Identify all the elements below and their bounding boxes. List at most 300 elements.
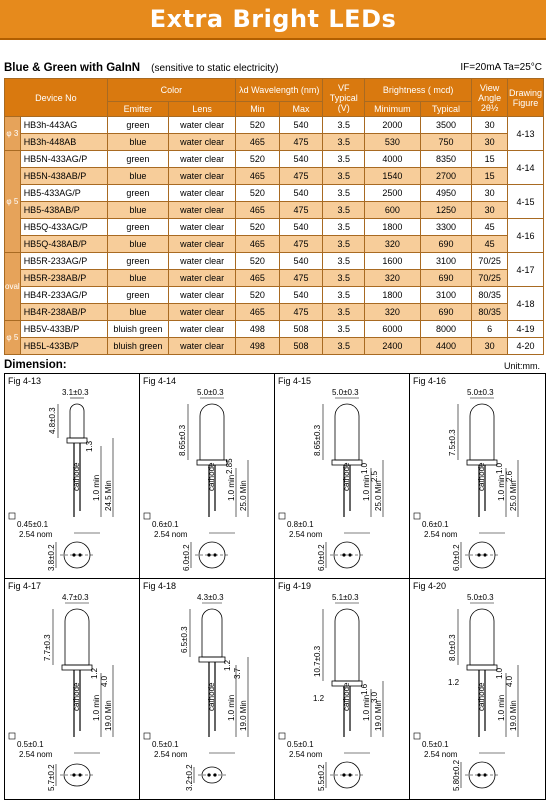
cell-max: 475	[279, 134, 323, 151]
top-dimension: 4.7±0.3	[62, 593, 89, 602]
led-body	[335, 609, 359, 681]
cell-bmin: 1800	[365, 287, 421, 304]
height-dimension: 6.5±0.3	[180, 626, 189, 653]
figure-label: Fig 4-14	[143, 376, 177, 386]
lead-min-dimension: 1.0 min	[362, 474, 371, 501]
lead-square-icon	[279, 513, 285, 519]
header-min: Min	[236, 102, 280, 117]
cell-emitter: green	[107, 185, 168, 202]
header-drawing: Drawing Figure	[507, 79, 543, 117]
flange-dimension: 1.3	[85, 440, 94, 452]
lead-min-dimension: 1.0 min	[92, 694, 101, 721]
lead-min-dimension: 1.0 min	[497, 474, 506, 501]
cell-bmin: 320	[365, 304, 421, 321]
base-dimension: 5.80±0.2	[452, 759, 461, 791]
device-no: HB5-438AB/P	[20, 202, 107, 219]
header-emitter: Emitter	[107, 102, 168, 117]
cell-min: 465	[236, 304, 280, 321]
cell-bmin: 320	[365, 236, 421, 253]
drawing-figure: 4-14	[507, 151, 543, 185]
lead-min-dimension: 1.0 min	[362, 694, 371, 721]
base-dimension: 6.0±0.2	[317, 544, 326, 571]
cell-angle: 30	[472, 117, 508, 134]
led-drawing	[410, 579, 545, 799]
cell-vf: 3.5	[323, 202, 365, 219]
top-dimension: 5.1±0.3	[332, 593, 359, 602]
header-typical: Typical	[420, 102, 472, 117]
cell-btyp: 690	[420, 236, 472, 253]
lead-dot	[72, 773, 75, 776]
cell-angle: 30	[472, 134, 508, 151]
cell-bmin: 6000	[365, 321, 421, 338]
base-dimension: 5.7±0.2	[47, 764, 56, 791]
cell-btyp: 4950	[420, 185, 472, 202]
cell-vf: 3.5	[323, 134, 365, 151]
cell-vf: 3.5	[323, 117, 365, 134]
dimension-figure	[140, 579, 275, 799]
flange-dimension: 1.0	[360, 462, 369, 474]
table-row	[5, 304, 544, 321]
cell-min: 498	[236, 338, 280, 355]
cell-max: 540	[279, 117, 323, 134]
header-max: Max	[279, 102, 323, 117]
cell-emitter: blue	[107, 236, 168, 253]
led-body	[65, 609, 89, 665]
cell-angle: 30	[472, 338, 508, 355]
title-banner	[0, 0, 546, 40]
top-dimension: 5.0±0.3	[197, 388, 224, 397]
header-vf: VF Typical (V)	[323, 79, 365, 117]
spec-table	[4, 78, 544, 355]
lead-dot	[213, 553, 216, 556]
device-no: HB4R-233AG/P	[20, 287, 107, 304]
lead-square-icon	[144, 513, 150, 519]
dimension-figure	[140, 374, 275, 579]
cell-lens: water clear	[169, 185, 236, 202]
cell-angle: 30	[472, 185, 508, 202]
device-no: HB3h-448AB	[20, 134, 107, 151]
led-body	[70, 404, 84, 438]
cell-min: 498	[236, 321, 280, 338]
lead-min-dimension: 1.0 min	[92, 474, 101, 501]
figure-label: Fig 4-16	[413, 376, 447, 386]
cell-emitter: blue	[107, 270, 168, 287]
cathode-label: cathode	[477, 682, 486, 711]
dimension-title: Dimension:	[4, 359, 67, 371]
cell-btyp: 8000	[420, 321, 472, 338]
device-no: HB4R-238AB/P	[20, 304, 107, 321]
device-no: HB5R-233AG/P	[20, 253, 107, 270]
pitch-dimension: 2.54 nom	[424, 750, 458, 759]
package-group: φ 5	[5, 151, 21, 253]
table-row	[5, 151, 544, 168]
cell-min: 465	[236, 134, 280, 151]
cell-vf: 3.5	[323, 321, 365, 338]
cell-btyp: 690	[420, 304, 472, 321]
device-no: HB5Q-433AG/P	[20, 219, 107, 236]
flange1b-dimension: 1.2	[448, 678, 460, 687]
led-flange	[62, 665, 92, 670]
top-dimension: 5.0±0.3	[467, 388, 494, 397]
drawing-figure: 4-17	[507, 253, 543, 287]
flange1b-dimension: 1.2	[313, 694, 325, 703]
device-no: HB5V-433B/P	[20, 321, 107, 338]
table-row	[5, 236, 544, 253]
lead-length-dimension: 19.0 Min	[374, 700, 383, 731]
device-no: HB5R-238AB/P	[20, 270, 107, 287]
cell-vf: 3.5	[323, 236, 365, 253]
lead-width-dimension: 0.6±0.1	[152, 520, 179, 529]
cell-btyp: 1250	[420, 202, 472, 219]
cell-vf: 3.5	[323, 168, 365, 185]
cell-bmin: 1800	[365, 219, 421, 236]
cathode-label: cathode	[72, 462, 81, 491]
drawing-figure: 4-15	[507, 185, 543, 219]
drawing-figure: 4-19	[507, 321, 543, 338]
flange-dimension: 1.2	[90, 667, 99, 679]
cell-min: 520	[236, 287, 280, 304]
pitch-dimension: 2.54 nom	[289, 530, 323, 539]
lead-width-dimension: 0.6±0.1	[422, 520, 449, 529]
flange-dimension: 1.2	[223, 659, 232, 671]
cell-bmin: 2400	[365, 338, 421, 355]
flange2-dimension: 4.0	[505, 675, 514, 687]
cell-lens: water clear	[169, 168, 236, 185]
led-drawing	[5, 374, 140, 579]
cell-emitter: blue	[107, 202, 168, 219]
cathode-label: cathode	[207, 682, 216, 711]
dimension-figure	[410, 579, 545, 799]
cell-angle: 6	[472, 321, 508, 338]
height-dimension: 7.5±0.3	[448, 429, 457, 456]
figure-label: Fig 4-13	[8, 376, 42, 386]
device-no: HB5L-433B/P	[20, 338, 107, 355]
cell-lens: water clear	[169, 287, 236, 304]
flange2-dimension: 2.6	[505, 470, 514, 482]
lead-dot	[207, 773, 210, 776]
table-row	[5, 270, 544, 287]
cell-angle: 80/35	[472, 304, 508, 321]
flange-dimension: 1.0	[495, 462, 504, 474]
device-no: HB5N-438AB/P	[20, 168, 107, 185]
led-drawing	[275, 579, 410, 799]
cell-angle: 80/35	[472, 287, 508, 304]
lead-length-dimension: 25.0 Min	[374, 480, 383, 511]
flange2-dimension: 2.5	[370, 470, 379, 482]
cell-btyp: 3100	[420, 287, 472, 304]
test-conditions: IF=20mA Ta=25°C	[460, 62, 542, 73]
lead-width-dimension: 0.5±0.1	[422, 740, 449, 749]
flange2-dimension: 3.7	[233, 667, 242, 679]
header-minimum: Minimum	[365, 102, 421, 117]
cell-min: 465	[236, 168, 280, 185]
lead-dot	[213, 773, 216, 776]
subtitle: Blue & Green with GaInN	[4, 62, 141, 74]
top-dimension: 4.3±0.3	[197, 593, 224, 602]
table-row	[5, 219, 544, 236]
lead-width-dimension: 0.8±0.1	[287, 520, 314, 529]
table-row	[5, 202, 544, 219]
cell-angle: 45	[472, 219, 508, 236]
cell-lens: water clear	[169, 219, 236, 236]
cell-min: 520	[236, 219, 280, 236]
header-color: Color	[107, 79, 235, 102]
lead-width-dimension: 0.5±0.1	[287, 740, 314, 749]
header-lens: Lens	[169, 102, 236, 117]
lead-square-icon	[414, 733, 420, 739]
cell-min: 520	[236, 117, 280, 134]
cell-emitter: green	[107, 117, 168, 134]
cell-vf: 3.5	[323, 338, 365, 355]
lead-length-dimension: 19.0 Min	[239, 700, 248, 731]
top-dimension: 3.1±0.3	[62, 388, 89, 397]
device-no: HB3h-443AG	[20, 117, 107, 134]
table-row	[5, 134, 544, 151]
led-flange	[67, 438, 87, 443]
led-drawing	[140, 579, 275, 799]
cell-btyp: 3300	[420, 219, 472, 236]
spec-table-body	[5, 117, 544, 355]
dimension-header	[4, 359, 544, 373]
dimension-figure	[275, 374, 410, 579]
lead-width-dimension: 0.45±0.1	[17, 520, 49, 529]
package-group: φ 3	[5, 117, 21, 151]
pitch-dimension: 2.54 nom	[154, 750, 188, 759]
cell-angle: 30	[472, 202, 508, 219]
drawing-figure: 4-13	[507, 117, 543, 151]
cell-btyp: 2700	[420, 168, 472, 185]
height-dimension: 8.0±0.3	[448, 634, 457, 661]
cell-btyp: 3500	[420, 117, 472, 134]
lead-dot	[207, 553, 210, 556]
header-brightness: Brightness ( mcd)	[365, 79, 472, 102]
led-body	[470, 609, 494, 665]
cell-bmin: 600	[365, 202, 421, 219]
lead-dot	[78, 773, 81, 776]
led-flange	[467, 665, 497, 670]
header-device: Device No	[5, 79, 108, 117]
table-row	[5, 321, 544, 338]
cathode-label: cathode	[72, 682, 81, 711]
height-dimension: 8.65±0.3	[313, 424, 322, 456]
pitch-dimension: 2.54 nom	[154, 530, 188, 539]
cell-lens: water clear	[169, 338, 236, 355]
lead-dot	[72, 553, 75, 556]
height-dimension: 7.7±0.3	[43, 634, 52, 661]
lead-dot	[342, 553, 345, 556]
cell-btyp: 690	[420, 270, 472, 287]
package-group: φ 5	[5, 321, 21, 355]
cell-lens: water clear	[169, 304, 236, 321]
led-body	[200, 404, 224, 460]
cell-max: 540	[279, 253, 323, 270]
lead-dot	[477, 773, 480, 776]
pitch-dimension: 2.54 nom	[19, 750, 53, 759]
cell-vf: 3.5	[323, 287, 365, 304]
drawing-figure: 4-20	[507, 338, 543, 355]
lead-dot	[483, 553, 486, 556]
table-subheader	[4, 62, 544, 78]
cell-vf: 3.5	[323, 219, 365, 236]
cell-emitter: green	[107, 253, 168, 270]
lead-width-dimension: 0.5±0.1	[17, 740, 44, 749]
flange2-dimension: 4.0	[100, 675, 109, 687]
cell-min: 520	[236, 253, 280, 270]
dimension-figure	[5, 374, 140, 579]
cell-min: 520	[236, 151, 280, 168]
lead-length-dimension: 19.0 Min	[104, 700, 113, 731]
cell-emitter: green	[107, 287, 168, 304]
cell-emitter: green	[107, 219, 168, 236]
cell-angle: 45	[472, 236, 508, 253]
lead-length-dimension: 25.0 Min	[239, 480, 248, 511]
flange-dimension: 2.85	[225, 458, 234, 474]
lead-length-dimension: 19.0 Min	[509, 700, 518, 731]
subtitle-note: (sensitive to static electricity)	[151, 63, 279, 74]
pitch-dimension: 2.54 nom	[19, 530, 53, 539]
lead-square-icon	[144, 733, 150, 739]
lead-dot	[348, 773, 351, 776]
cell-lens: water clear	[169, 151, 236, 168]
cell-lens: water clear	[169, 117, 236, 134]
cell-bmin: 320	[365, 270, 421, 287]
cell-vf: 3.5	[323, 253, 365, 270]
cathode-label: cathode	[342, 462, 351, 491]
lead-min-dimension: 1.0 min	[227, 694, 236, 721]
device-no: HB5-433AG/P	[20, 185, 107, 202]
device-no: HB5N-433AG/P	[20, 151, 107, 168]
cell-angle: 70/25	[472, 270, 508, 287]
lead-dot	[483, 773, 486, 776]
lead-length-dimension: 25.0 Min	[509, 480, 518, 511]
cell-angle: 15	[472, 168, 508, 185]
lead-dot	[78, 553, 81, 556]
drawing-figure: 4-16	[507, 219, 543, 253]
cell-max: 475	[279, 168, 323, 185]
height-dimension: 10.7±0.3	[313, 645, 322, 677]
header-wavelength: λd Wavelength (nm)	[236, 79, 323, 102]
cell-btyp: 750	[420, 134, 472, 151]
lead-square-icon	[9, 513, 15, 519]
lead-square-icon	[279, 733, 285, 739]
dimension-figure	[275, 579, 410, 799]
cell-emitter: blue	[107, 168, 168, 185]
cell-min: 465	[236, 236, 280, 253]
led-body	[335, 404, 359, 460]
figure-label: Fig 4-18	[143, 581, 177, 591]
top-dimension: 5.0±0.3	[467, 593, 494, 602]
cell-vf: 3.5	[323, 185, 365, 202]
led-body	[202, 609, 222, 657]
figure-label: Fig 4-15	[278, 376, 312, 386]
cell-min: 520	[236, 185, 280, 202]
base-dimension: 6.0±0.2	[452, 544, 461, 571]
drawing-figure: 4-18	[507, 287, 543, 321]
pitch-dimension: 2.54 nom	[289, 750, 323, 759]
package-group: oval	[5, 253, 21, 321]
cell-bmin: 530	[365, 134, 421, 151]
cell-lens: water clear	[169, 202, 236, 219]
cell-max: 475	[279, 270, 323, 287]
pitch-dimension: 2.54 nom	[424, 530, 458, 539]
header-angle: View Angle 2θ½	[472, 79, 508, 117]
height-dimension: 8.65±0.3	[178, 424, 187, 456]
device-no: HB5Q-438AB/P	[20, 236, 107, 253]
cell-emitter: bluish green	[107, 321, 168, 338]
base-dimension: 6.0±0.2	[182, 544, 191, 571]
cell-min: 465	[236, 270, 280, 287]
cell-min: 465	[236, 202, 280, 219]
cell-angle: 70/25	[472, 253, 508, 270]
lead-dot	[477, 553, 480, 556]
cell-lens: water clear	[169, 134, 236, 151]
page-title: Extra Bright LEDs	[149, 5, 397, 33]
led-body	[470, 404, 494, 460]
table-row	[5, 185, 544, 202]
cell-emitter: green	[107, 151, 168, 168]
cell-btyp: 4400	[420, 338, 472, 355]
flange-dimension: 1.0	[495, 667, 504, 679]
led-flange	[199, 657, 225, 662]
led-drawing	[275, 374, 410, 579]
lead-width-dimension: 0.5±0.1	[152, 740, 179, 749]
lead-min-dimension: 1.0 min	[497, 694, 506, 721]
cathode-label: cathode	[477, 462, 486, 491]
base-dimension: 5.5±0.2	[317, 764, 326, 791]
figure-label: Fig 4-17	[8, 581, 42, 591]
cell-lens: water clear	[169, 270, 236, 287]
cell-max: 475	[279, 202, 323, 219]
base-dimension: 3.8±0.2	[47, 544, 56, 571]
cell-vf: 3.5	[323, 270, 365, 287]
unit-label: Unit:mm.	[504, 361, 540, 371]
table-row	[5, 287, 544, 304]
lead-square-icon	[414, 513, 420, 519]
lead-square-icon	[9, 733, 15, 739]
figure-label: Fig 4-19	[278, 581, 312, 591]
lead-length-dimension: 24.5 Min	[104, 480, 113, 511]
cell-emitter: blue	[107, 134, 168, 151]
table-row	[5, 168, 544, 185]
height-dimension: 4.8±0.3	[48, 407, 57, 434]
dimension-figure	[5, 579, 140, 799]
led-drawing	[410, 374, 545, 579]
cell-max: 540	[279, 219, 323, 236]
dimension-figure	[410, 374, 545, 579]
table-row	[5, 253, 544, 270]
cell-emitter: blue	[107, 304, 168, 321]
cell-bmin: 2500	[365, 185, 421, 202]
cell-bmin: 1600	[365, 253, 421, 270]
cell-vf: 3.5	[323, 151, 365, 168]
top-dimension: 5.0±0.3	[332, 388, 359, 397]
base-dimension: 3.2±0.2	[185, 764, 194, 791]
cathode-label: cathode	[342, 682, 351, 711]
lead-dot	[342, 773, 345, 776]
led-drawing	[140, 374, 275, 579]
lead-min-dimension: 1.0 min	[227, 474, 236, 501]
cell-max: 540	[279, 287, 323, 304]
table-row	[5, 117, 544, 134]
figure-label: Fig 4-20	[413, 581, 447, 591]
cathode-label: cathode	[207, 462, 216, 491]
cell-angle: 15	[472, 151, 508, 168]
cell-bmin: 1540	[365, 168, 421, 185]
cell-lens: water clear	[169, 236, 236, 253]
cell-max: 475	[279, 236, 323, 253]
cell-emitter: bluish green	[107, 338, 168, 355]
cell-lens: water clear	[169, 253, 236, 270]
